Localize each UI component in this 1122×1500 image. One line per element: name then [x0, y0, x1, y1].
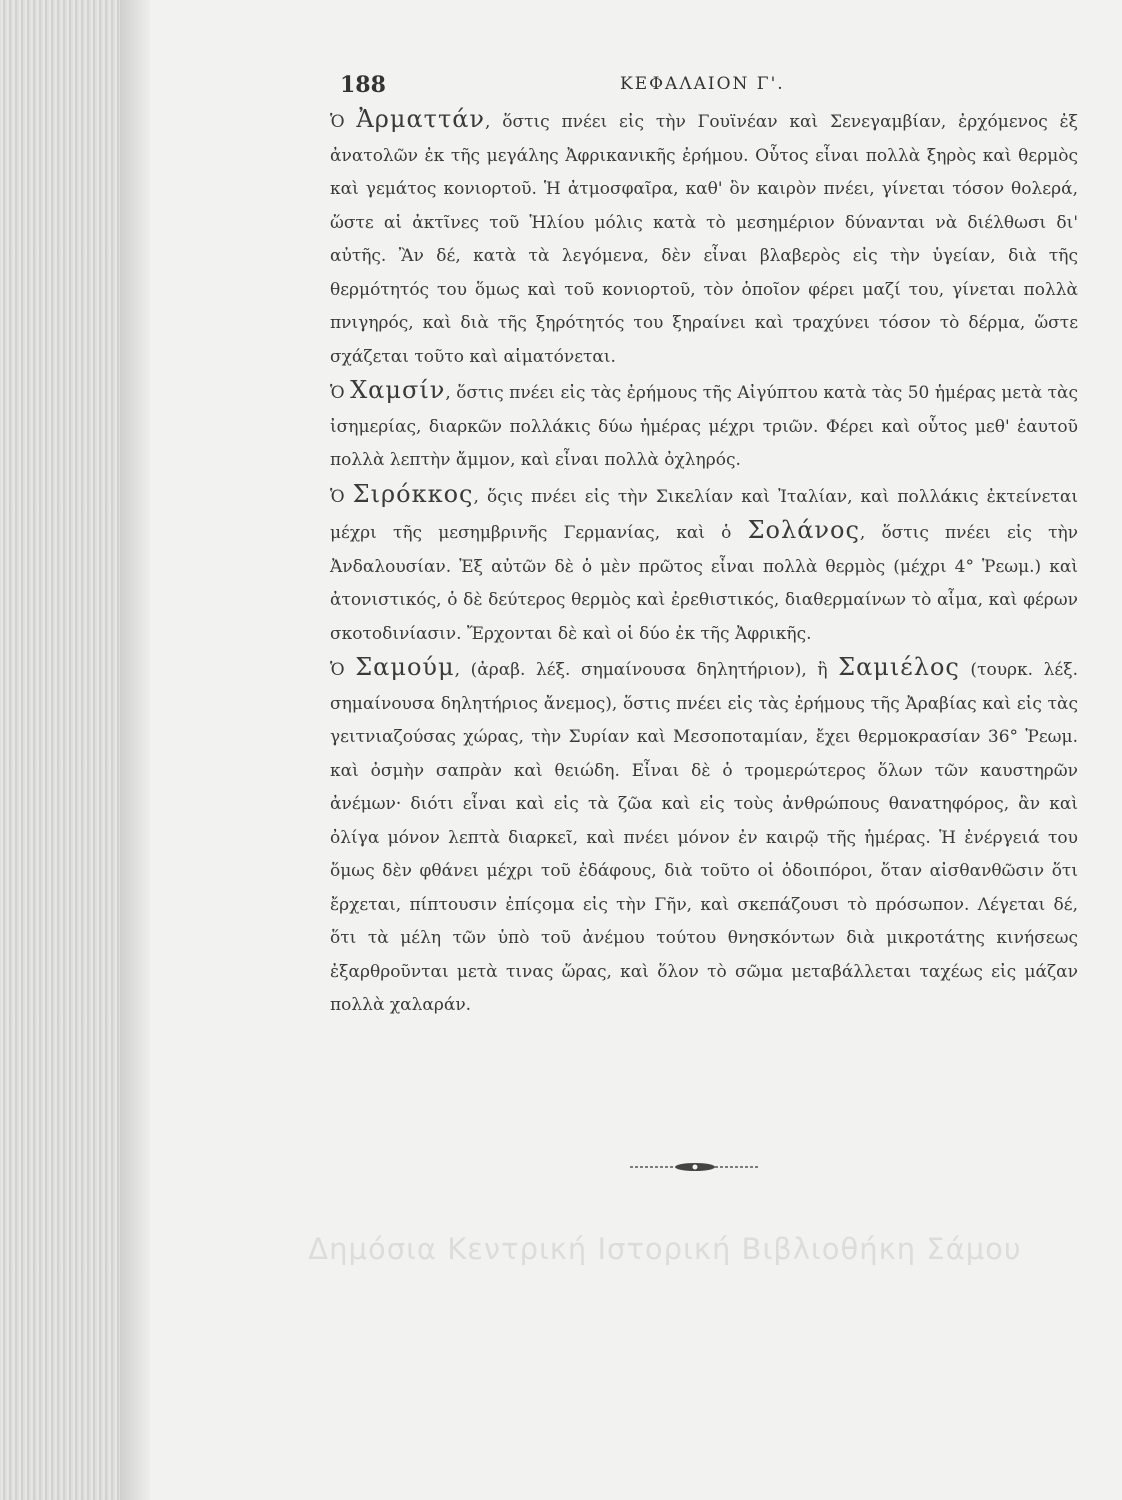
- wind-name-solano: Σολάνος: [747, 516, 860, 544]
- wind-name-khamsin: Χαμσίν: [350, 376, 446, 404]
- ornamental-divider: [630, 1162, 760, 1172]
- paragraph-intro: Ὁ: [330, 112, 357, 132]
- paragraph-text-continued: (τουρκ. λέξ. σημαίνουσα δηλητήριος ἄνεμος), ὅστις πνέει εἰς τὰς ἐρήμους τῆς Ἀραβίας καὶ εἰς τὰς γειτνιαζούσας χώρας, τὴν Συρίαν καὶ Μεσοποταμίαν, ἔχει θερμοκρασίαν 36° Ῥεωμ. καὶ ὀσμὴν σαπρὰν καὶ θειώδη. Εἶναι δὲ ὁ τρομερώτερος ὅλων τῶν καυστηρῶν ἀνέμων· διότι εἶναι καὶ εἰς τὰ ζῶα καὶ εἰς τοὺς ἀνθρώπους θανατηφόρος, ἂν καὶ ὀλίγα μόνον λεπτὰ διαρκεῖ, καὶ πνέει μόνον ἐν καιρῷ τῆς ἡμέρας. Ἡ ἐνέργειά του ὅμως δὲν φθάνει μέχρι τοῦ ἐδάφους, διὰ τοῦτο οἱ ὁδοιπόροι, ὅταν αἰσθανθῶσιν ὅτι ἔρχεται, πίπτουσιν ἐπίςομα εἰς τὴν Γῆν, καὶ σκεπάζουσι τὸ πρόσωπον. Λέγεται δέ, ὅτι τὰ μέλη τῶν ὑπὸ τοῦ ἀνέμου τούτου θνησκόντων διὰ μικροτάτης κινήσεως ἐξαρθροῦνται μετὰ τινας ὥρας, καὶ ὅλον τὸ σῶμα μεταβάλλεται ταχέως εἰς μάζαν πολλὰ χαλαράν.: [330, 660, 1078, 1015]
- paragraph-text: , ὅςις πνέει εἰς τὴν Σικελίαν καὶ Ἰταλίαν, καὶ πολλάκις ἐκτείνεται μέχρι τῆς μεσημβρινῆς Γερμανίας, καὶ ὁ: [330, 486, 1079, 543]
- paragraph-text: , (ἀραβ. λέξ. σημαίνουσα δηλητήριον), ἢ: [454, 660, 839, 680]
- page-header: [340, 70, 1070, 100]
- page-number: 188: [340, 72, 386, 98]
- paragraph-simoom: [330, 651, 1078, 1023]
- wind-name-samiel: Σαμιέλος: [838, 653, 960, 681]
- paragraph-intro: Ὁ: [330, 486, 353, 507]
- library-watermark: Δημόσια Κεντρική Ιστορική Βιβλιοθήκη Σάμου: [308, 1232, 1022, 1266]
- book-page-edges: [0, 0, 150, 1500]
- running-title: ΚΕΦΑΛΑΙΟΝ Γ'.: [620, 74, 785, 94]
- paragraph-intro: Ὁ: [330, 660, 356, 680]
- wind-name-armattan: Ἀρματτάν: [356, 105, 486, 133]
- paragraph-text: , ὅστις πνέει εἰς τὴν Γουϊνέαν καὶ Σενεγαμβίαν, ἐρχόμενος ἐξ ἀνατολῶν ἐκ τῆς μεγάλης Ἀφρικανικῆς ἐρήμου. Οὗτος εἶναι πολλὰ ξηρὸς καὶ θερμὸς καὶ γεμάτος κονιορτοῦ. Ἡ ἀτμοσφαῖρα, καθ' ὃν καιρὸν πνέει, γίνεται τόσον θολερά, ὥστε αἱ ἀκτῖνες τοῦ Ἡλίου μόλις κατὰ τὸ μεσημέριον δύνανται νὰ διέλθωσι δι' αὐτῆς. Ἂν δέ, κατὰ τὰ λεγόμενα, δὲν εἶναι βλαβερὸς εἰς τὴν ὑγείαν, διὰ τῆς θερμότητός του ὅμως καὶ τοῦ κονιορτοῦ, τὸν ὁποῖον φέρει μαζί του, γίνεται πολλὰ πνιγηρός, καὶ διὰ τῆς ξηρότητός του ξηραίνει καὶ τραχύνει τόσον τὸ δέρμα, ὥστε σχάζεται τοῦτο καὶ αἱματόνεται.: [330, 112, 1079, 367]
- paragraph-armattan: [330, 103, 1078, 374]
- paragraph-text: , ὅστις πνέει εἰς τὰς ἐρήμους τῆς Αἰγύπτου κατὰ τὰς 50 ἡμέρας μετὰ τὰς ἰσημερίας, διαρκῶν πολλάκις δύω ἡμέρας μέχρι τριῶν. Φέρει καὶ οὗτος μεθ' ἑαυτοῦ πολλὰ λεπτὴν ἄμμον, καὶ εἶναι πολλὰ ὀχληρός.: [330, 383, 1078, 470]
- body-text: [330, 103, 1078, 1023]
- wind-name-simoom: Σαμούμ: [355, 653, 455, 681]
- paragraph-intro: Ὁ: [330, 383, 351, 403]
- wind-name-sirocco: Σιρόκκος: [352, 479, 474, 508]
- paragraph-khamsin: [330, 374, 1078, 478]
- paragraph-text-continued: , ὅστις πνέει εἰς τὴν Ἀνδαλουσίαν. Ἐξ αὐτῶν δὲ ὁ μὲν πρῶτος εἶναι πολλὰ θερμὸς (μέχρι 4° Ῥεωμ.) καὶ ἀτονιστικός, ὁ δὲ δεύτερος θερμὸς καὶ ἐρεθιστικός, διαθερμαίνων τὸ αἷμα, καὶ φέρων σκοτοδινίασιν. Ἔρχονται δὲ καὶ οἱ δύο ἐκ τῆς Ἀφρικῆς.: [330, 523, 1079, 644]
- paragraph-sirocco: [330, 478, 1078, 652]
